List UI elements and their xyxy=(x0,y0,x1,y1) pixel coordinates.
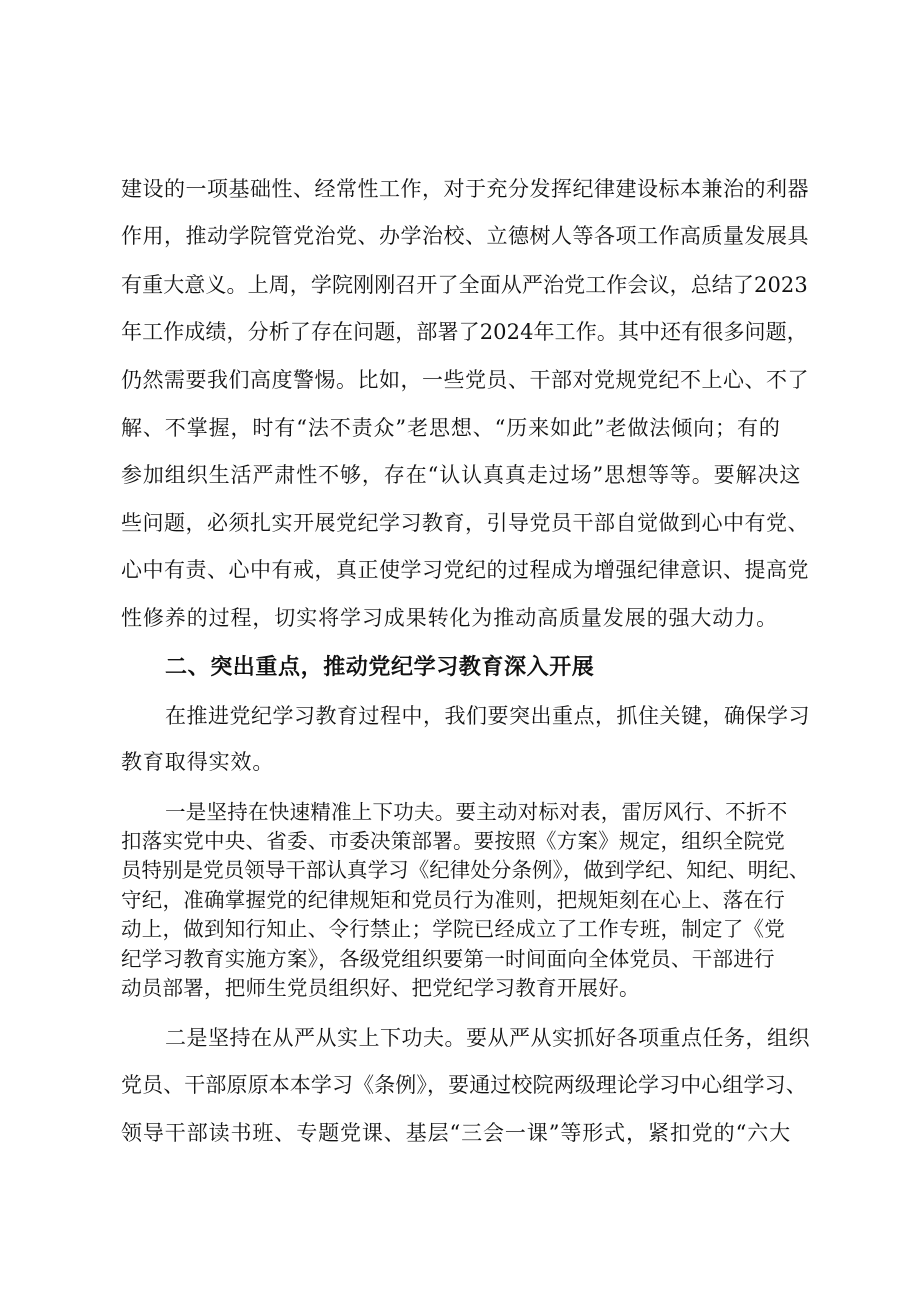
text-line: 年工作成绩，分析了存在问题，部署了2024年工作。其中还有很多问题， xyxy=(121,320,808,344)
text-line: 建设的一项基础性、经常性工作，对于充分发挥纪律建设标本兼治的利器 xyxy=(121,177,809,201)
text-line: 在推进党纪学习教育过程中，我们要突出重点，抓住关键，确保学习 xyxy=(165,704,810,728)
text-line: 仍然需要我们高度警惕。比如，一些党员、干部对党规党纪不上心、不了 xyxy=(121,368,809,392)
text-line: 二是坚持在从严从实上下功夫。要从严从实抓好各项重点任务，组织 xyxy=(165,1026,810,1050)
text-line: 动上，做到知行知止、令行禁止；学院已经成立了工作专班，制定了《党 xyxy=(121,917,785,941)
text-line: 纪学习教育实施方案》，各级党组织要第一时间面向全体党员、干部进行 xyxy=(121,947,775,971)
text-line: 有重大意义。上周，学院刚刚召开了全面从严治党工作会议，总结了2023 xyxy=(121,273,808,297)
text-line: 解、不掌握，时有“法不责众”老思想、“历来如此”老做法倾向；有的 xyxy=(121,416,781,440)
section-heading: 二、突出重点，推动党纪学习教育深入开展 xyxy=(165,655,595,680)
text-line: 心中有责、心中有戒，真正使学习党纪的过程成为增强纪律意识、提高党 xyxy=(121,558,809,582)
text-line: 性修养的过程，切实将学习成果转化为推动高质量发展的强大动力。 xyxy=(121,606,778,630)
text-line: 守纪，准确掌握党的纪律规矩和党员行为准则，把规矩刻在心上、落在行 xyxy=(121,888,785,912)
text-line: 一是坚持在快速精准上下功夫。要主动对标对表，雷厉风行、不折不 xyxy=(165,800,788,824)
text-line: 些问题，必须扎实开展党纪学习教育，引导党员干部自觉做到心中有党、 xyxy=(121,511,809,535)
text-line: 参加组织生活严肃性不够，存在“认认真真走过场”思想等等。要解决这 xyxy=(121,463,802,487)
text-line: 扣落实党中央、省委、市委决策部署。要按照《方案》规定，组织全院党 xyxy=(121,829,785,853)
text-line: 教育取得实效。 xyxy=(121,750,275,774)
text-line: 动员部署，把师生党员组织好、把党纪学习教育开展好。 xyxy=(121,976,640,1000)
text-line: 作用，推动学院管党治党、办学治校、立德树人等各项工作高质量发展具 xyxy=(121,224,809,248)
text-line: 党员、干部原原本本学习《条例》，要通过校院两级理论学习中心组学习、 xyxy=(121,1073,807,1097)
text-line: 员特别是党员领导干部认真学习《纪律处分条例》，做到学纪、知纪、明纪、 xyxy=(121,858,810,882)
text-line: 领导干部读书班、专题党课、基层“三会一课”等形式，紧扣党的“六大 xyxy=(121,1121,792,1145)
